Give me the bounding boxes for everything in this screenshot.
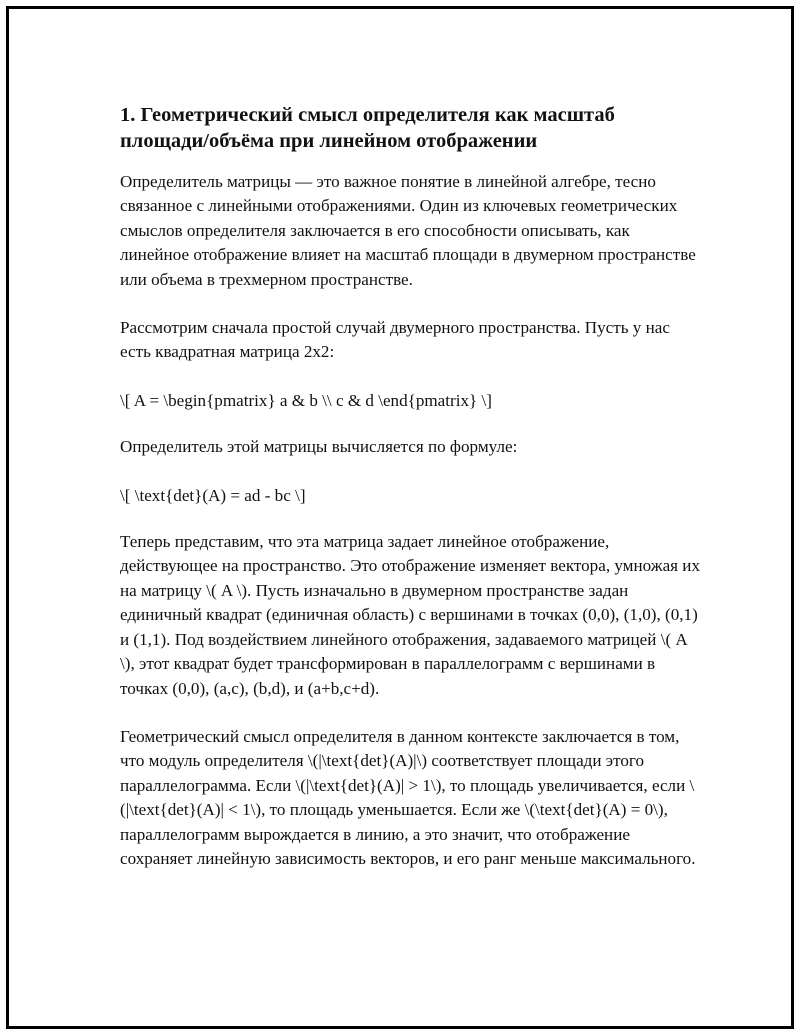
document-body xyxy=(120,102,700,895)
paragraph-intro: Определитель матрицы — это важное понятие в линейной алгебре, тесно связанное с линейными отображениями. Один из ключевых геометрических смыслов определителя заключается в его способности описывать, как линейное отображение влияет на масштаб площади в двумерном пространстве или объема в трехмерном пространстве. xyxy=(120,172,696,289)
paragraph-2d-case: Рассмотрим сначала простой случай двумерного пространства. Пусть у нас есть квадратная матрица 2x2: xyxy=(120,318,670,362)
formula-determinant: \[ \text{det}(A) = ad - bc \] xyxy=(120,485,306,505)
paragraph-geometric-meaning: Геометрический смысл определителя в данном контексте заключается в том, что модуль определителя \(|\text{det}(A)|\) соответствует площади этого параллелограмма. Если \(|\text{det}(A)| > 1\), то площадь увеличивается, если \(|\text{det}(A)| < 1\), то площадь уменьшается. Если же \(\text{det}(A) = 0\), параллелограмм вырождается в линию, а это значит, что отображение сохраняет линейную зависимость векторов, и его ранг меньше максимального. xyxy=(120,726,696,868)
page-frame xyxy=(6,6,794,1029)
paragraph-transformation: Теперь представим, что эта матрица задает линейное отображение, действующее на пространство. Это отображение изменяет вектора, умножая их на матрицу \( A \). Пусть изначально в двумерном пространстве задан единичный квадрат (единичная область) с вершинами в точках (0,0), (1,0), (0,1) и (1,1). Под воздействием линейного отображения, задаваемого матрицей \( A \), этот квадрат будет трансформирован в параллелограмм с вершинами в точках (0,0), (a,c), (b,d), и (a+b,c+d). xyxy=(120,532,701,698)
section-heading: 1. Геометрический смысл определителя как масштаб площади/объёма при линейном отображении xyxy=(120,104,615,152)
paragraph-det-formula-intro: Определитель этой матрицы вычисляется по формуле: xyxy=(120,437,518,457)
formula-matrix: \[ A = \begin{pmatrix} a & b \\ c & d \end{pmatrix} \] xyxy=(120,390,492,410)
